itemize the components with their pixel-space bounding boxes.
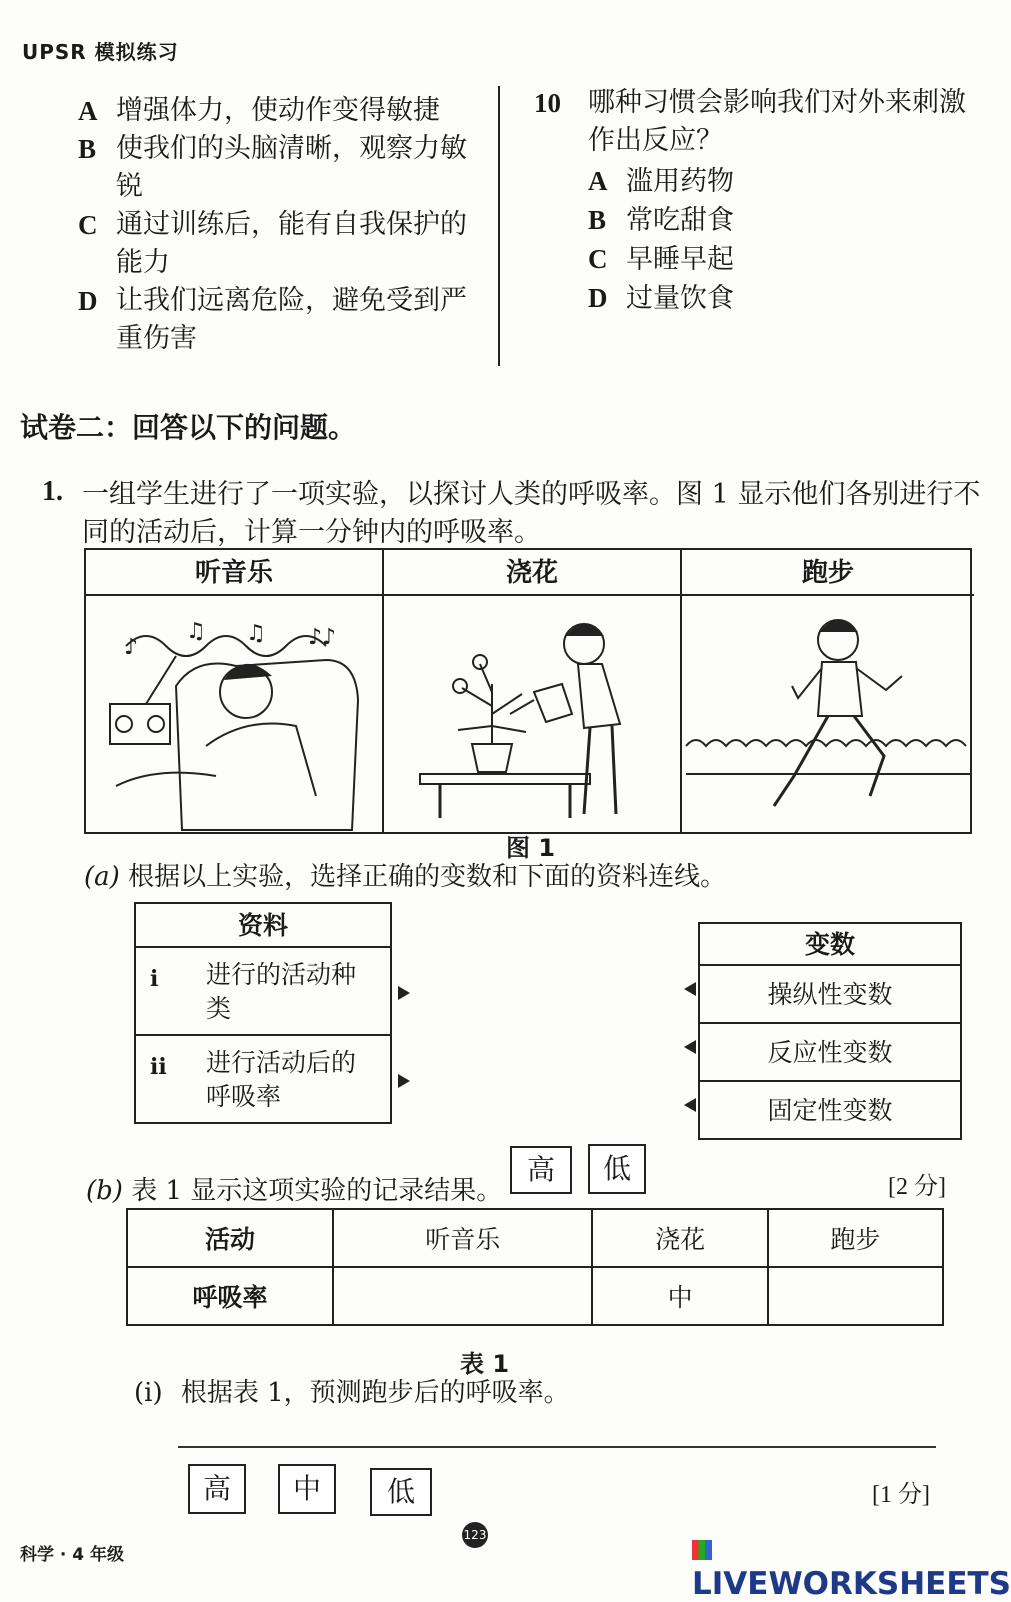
answer-chip-low[interactable]: 低 bbox=[588, 1144, 646, 1194]
question-1-text: 一组学生进行了一项实验，以探讨人类的呼吸率。图 1 显示他们各别进行不同的活动后，计算一分钟内的呼吸率。 bbox=[82, 479, 981, 548]
question-10-number: 10 bbox=[534, 88, 561, 118]
answer-chip-high[interactable]: 高 bbox=[188, 1464, 246, 1514]
question-1-number: 1. bbox=[42, 476, 63, 507]
variable-responding: 反应性变数 bbox=[700, 1024, 960, 1082]
part-b-text: 表 1 显示这项实验的记录结果。 bbox=[131, 1176, 503, 1206]
option-a: A 滥用药物 bbox=[588, 166, 734, 197]
match-dot-responding[interactable] bbox=[684, 1040, 696, 1054]
figure-1 bbox=[84, 548, 972, 834]
footer-subject: 科学 · 4 年级 bbox=[20, 1545, 125, 1565]
option-c: C 早睡早起 bbox=[588, 244, 734, 275]
answer-drop-music[interactable] bbox=[333, 1267, 592, 1325]
panel-title: 浇花 bbox=[384, 550, 680, 596]
question-10-options bbox=[588, 162, 734, 318]
match-dot-constant[interactable] bbox=[684, 1098, 696, 1112]
row-label: 呼吸率 bbox=[127, 1267, 333, 1325]
info-table bbox=[134, 902, 392, 1124]
panel-title: 跑步 bbox=[682, 550, 974, 596]
part-a-text: 根据以上实验，选择正确的变数和下面的资料连线。 bbox=[128, 862, 727, 892]
option-d: D 过量饮食 bbox=[588, 283, 734, 314]
match-dot-manipulated[interactable] bbox=[684, 982, 696, 996]
option-a: A 增强体力，使动作变得敏捷 bbox=[78, 95, 440, 126]
variable-table-header: 变数 bbox=[700, 924, 960, 966]
answer-drop-running[interactable] bbox=[768, 1267, 943, 1325]
info-table-header: 资料 bbox=[136, 904, 390, 948]
page-number: 123 bbox=[462, 1522, 488, 1548]
info-text: 进行的活动种类 bbox=[206, 960, 357, 1023]
section-title: 试卷二：回答以下的问题。 bbox=[20, 411, 357, 444]
table-header: 跑步 bbox=[768, 1209, 943, 1267]
variable-constant: 固定性变数 bbox=[767, 1096, 893, 1125]
answer-line[interactable] bbox=[178, 1446, 936, 1448]
option-b: B 常吃甜食 bbox=[588, 205, 734, 236]
table-row bbox=[127, 1209, 943, 1267]
answer-chip-medium[interactable]: 中 bbox=[278, 1464, 336, 1514]
column-divider bbox=[498, 86, 500, 366]
brand-text: LIVEWORKSHEETS bbox=[692, 1566, 1011, 1602]
figure-caption: 图 1 bbox=[506, 834, 556, 862]
panel-title: 听音乐 bbox=[86, 550, 382, 596]
info-text: 进行活动后的呼吸率 bbox=[206, 1048, 357, 1111]
match-dot-i[interactable] bbox=[398, 986, 410, 1000]
page-header: UPSR 模拟练习 bbox=[22, 40, 179, 64]
liveworksheets-icon bbox=[692, 1540, 712, 1560]
match-dot-ii[interactable] bbox=[398, 1074, 410, 1088]
table-cell: 中 bbox=[592, 1267, 767, 1325]
part-b-label: (b) bbox=[86, 1176, 123, 1206]
option-c: C 通过训练后，能有自我保护的能力 bbox=[78, 209, 467, 278]
part-b-marks: [2 分] bbox=[888, 1174, 946, 1200]
variable-table bbox=[698, 922, 962, 1140]
part-b-question bbox=[86, 1174, 502, 1208]
svg-text:♫: ♫ bbox=[246, 621, 266, 646]
table-header: 听音乐 bbox=[333, 1209, 592, 1267]
watering-illustration bbox=[384, 596, 680, 836]
svg-text:♪♪: ♪♪ bbox=[308, 625, 337, 650]
roman-ii: ii bbox=[150, 1054, 167, 1080]
panel-music bbox=[86, 550, 384, 832]
variable-manipulated: 操纵性变数 bbox=[700, 966, 960, 1024]
panel-running bbox=[682, 550, 974, 832]
results-table bbox=[126, 1208, 944, 1326]
info-row-i bbox=[136, 948, 390, 1036]
sub-i-label: (i) bbox=[134, 1378, 163, 1408]
option-b: B 使我们的头脑清晰，观察力敏锐 bbox=[78, 133, 467, 202]
prev-options-left bbox=[78, 92, 488, 358]
part-b-i-question bbox=[134, 1376, 570, 1410]
svg-text:♫: ♫ bbox=[186, 619, 206, 644]
liveworksheets-logo[interactable] bbox=[692, 1530, 1011, 1602]
table-caption: 表 1 bbox=[460, 1350, 510, 1378]
music-illustration bbox=[86, 596, 382, 836]
info-row-ii bbox=[136, 1036, 390, 1124]
table-row bbox=[127, 1267, 943, 1325]
question-10-text: 哪种习惯会影响我们对外来刺激作出反应？ bbox=[588, 87, 966, 156]
running-illustration bbox=[682, 596, 974, 836]
part-a-label: (a) bbox=[84, 862, 120, 892]
table-header: 浇花 bbox=[592, 1209, 767, 1267]
part-a-question bbox=[84, 860, 984, 894]
roman-i: i bbox=[150, 966, 159, 992]
svg-text:♪: ♪ bbox=[124, 635, 139, 660]
answer-chip-low[interactable]: 低 bbox=[370, 1468, 432, 1516]
part-b-i-marks: [1 分] bbox=[872, 1482, 930, 1508]
table-header: 活动 bbox=[127, 1209, 333, 1267]
panel-watering bbox=[384, 550, 682, 832]
answer-chip-high[interactable]: 高 bbox=[510, 1146, 572, 1194]
sub-i-text: 根据表 1，预测跑步后的呼吸率。 bbox=[180, 1378, 570, 1408]
option-d: D 让我们远离危险，避免受到严重伤害 bbox=[78, 285, 467, 354]
